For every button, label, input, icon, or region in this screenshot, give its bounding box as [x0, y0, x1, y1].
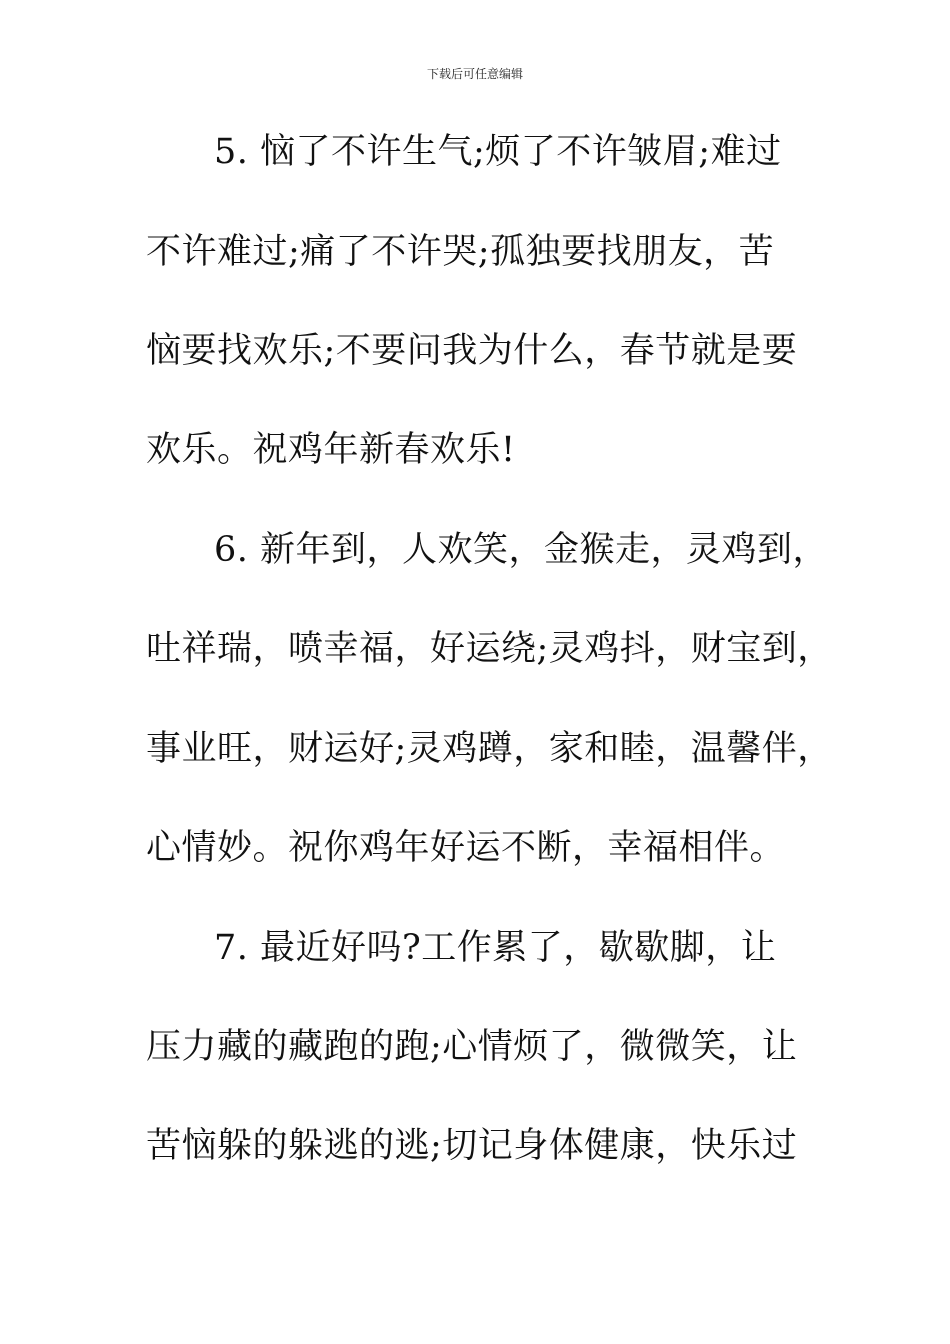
text-line: 压力藏的藏跑的跑;心情烦了，微微笑，让 [146, 1027, 798, 1067]
text-line: 不许难过;痛了不许哭;孤独要找朋友，苦 [146, 232, 775, 272]
text-line: 欢乐。祝鸡年新春欢乐! [146, 430, 516, 470]
text-line: 6. 新年到，人欢笑，金猴走，灵鸡到， [214, 530, 829, 570]
header-note: 下载后可任意编辑 [426, 67, 523, 81]
text-line: 5. 恼了不许生气;烦了不许皱眉;难过 [214, 132, 782, 172]
text-line: 7. 最近好吗?工作累了，歇歇脚，让 [214, 928, 777, 968]
text-line: 吐祥瑞，喷幸福，好运绕;灵鸡抖，财宝到， [146, 629, 833, 669]
text-line: 心情妙。祝你鸡年好运不断，幸福相伴。 [146, 828, 786, 868]
text-line: 事业旺，财运好;灵鸡蹲，家和睦，温馨伴， [146, 729, 833, 769]
text-line: 苦恼躲的躲逃的逃;切记身体健康，快乐过 [146, 1126, 798, 1166]
text-line: 恼要找欢乐;不要问我为什么，春节就是要 [146, 331, 798, 371]
